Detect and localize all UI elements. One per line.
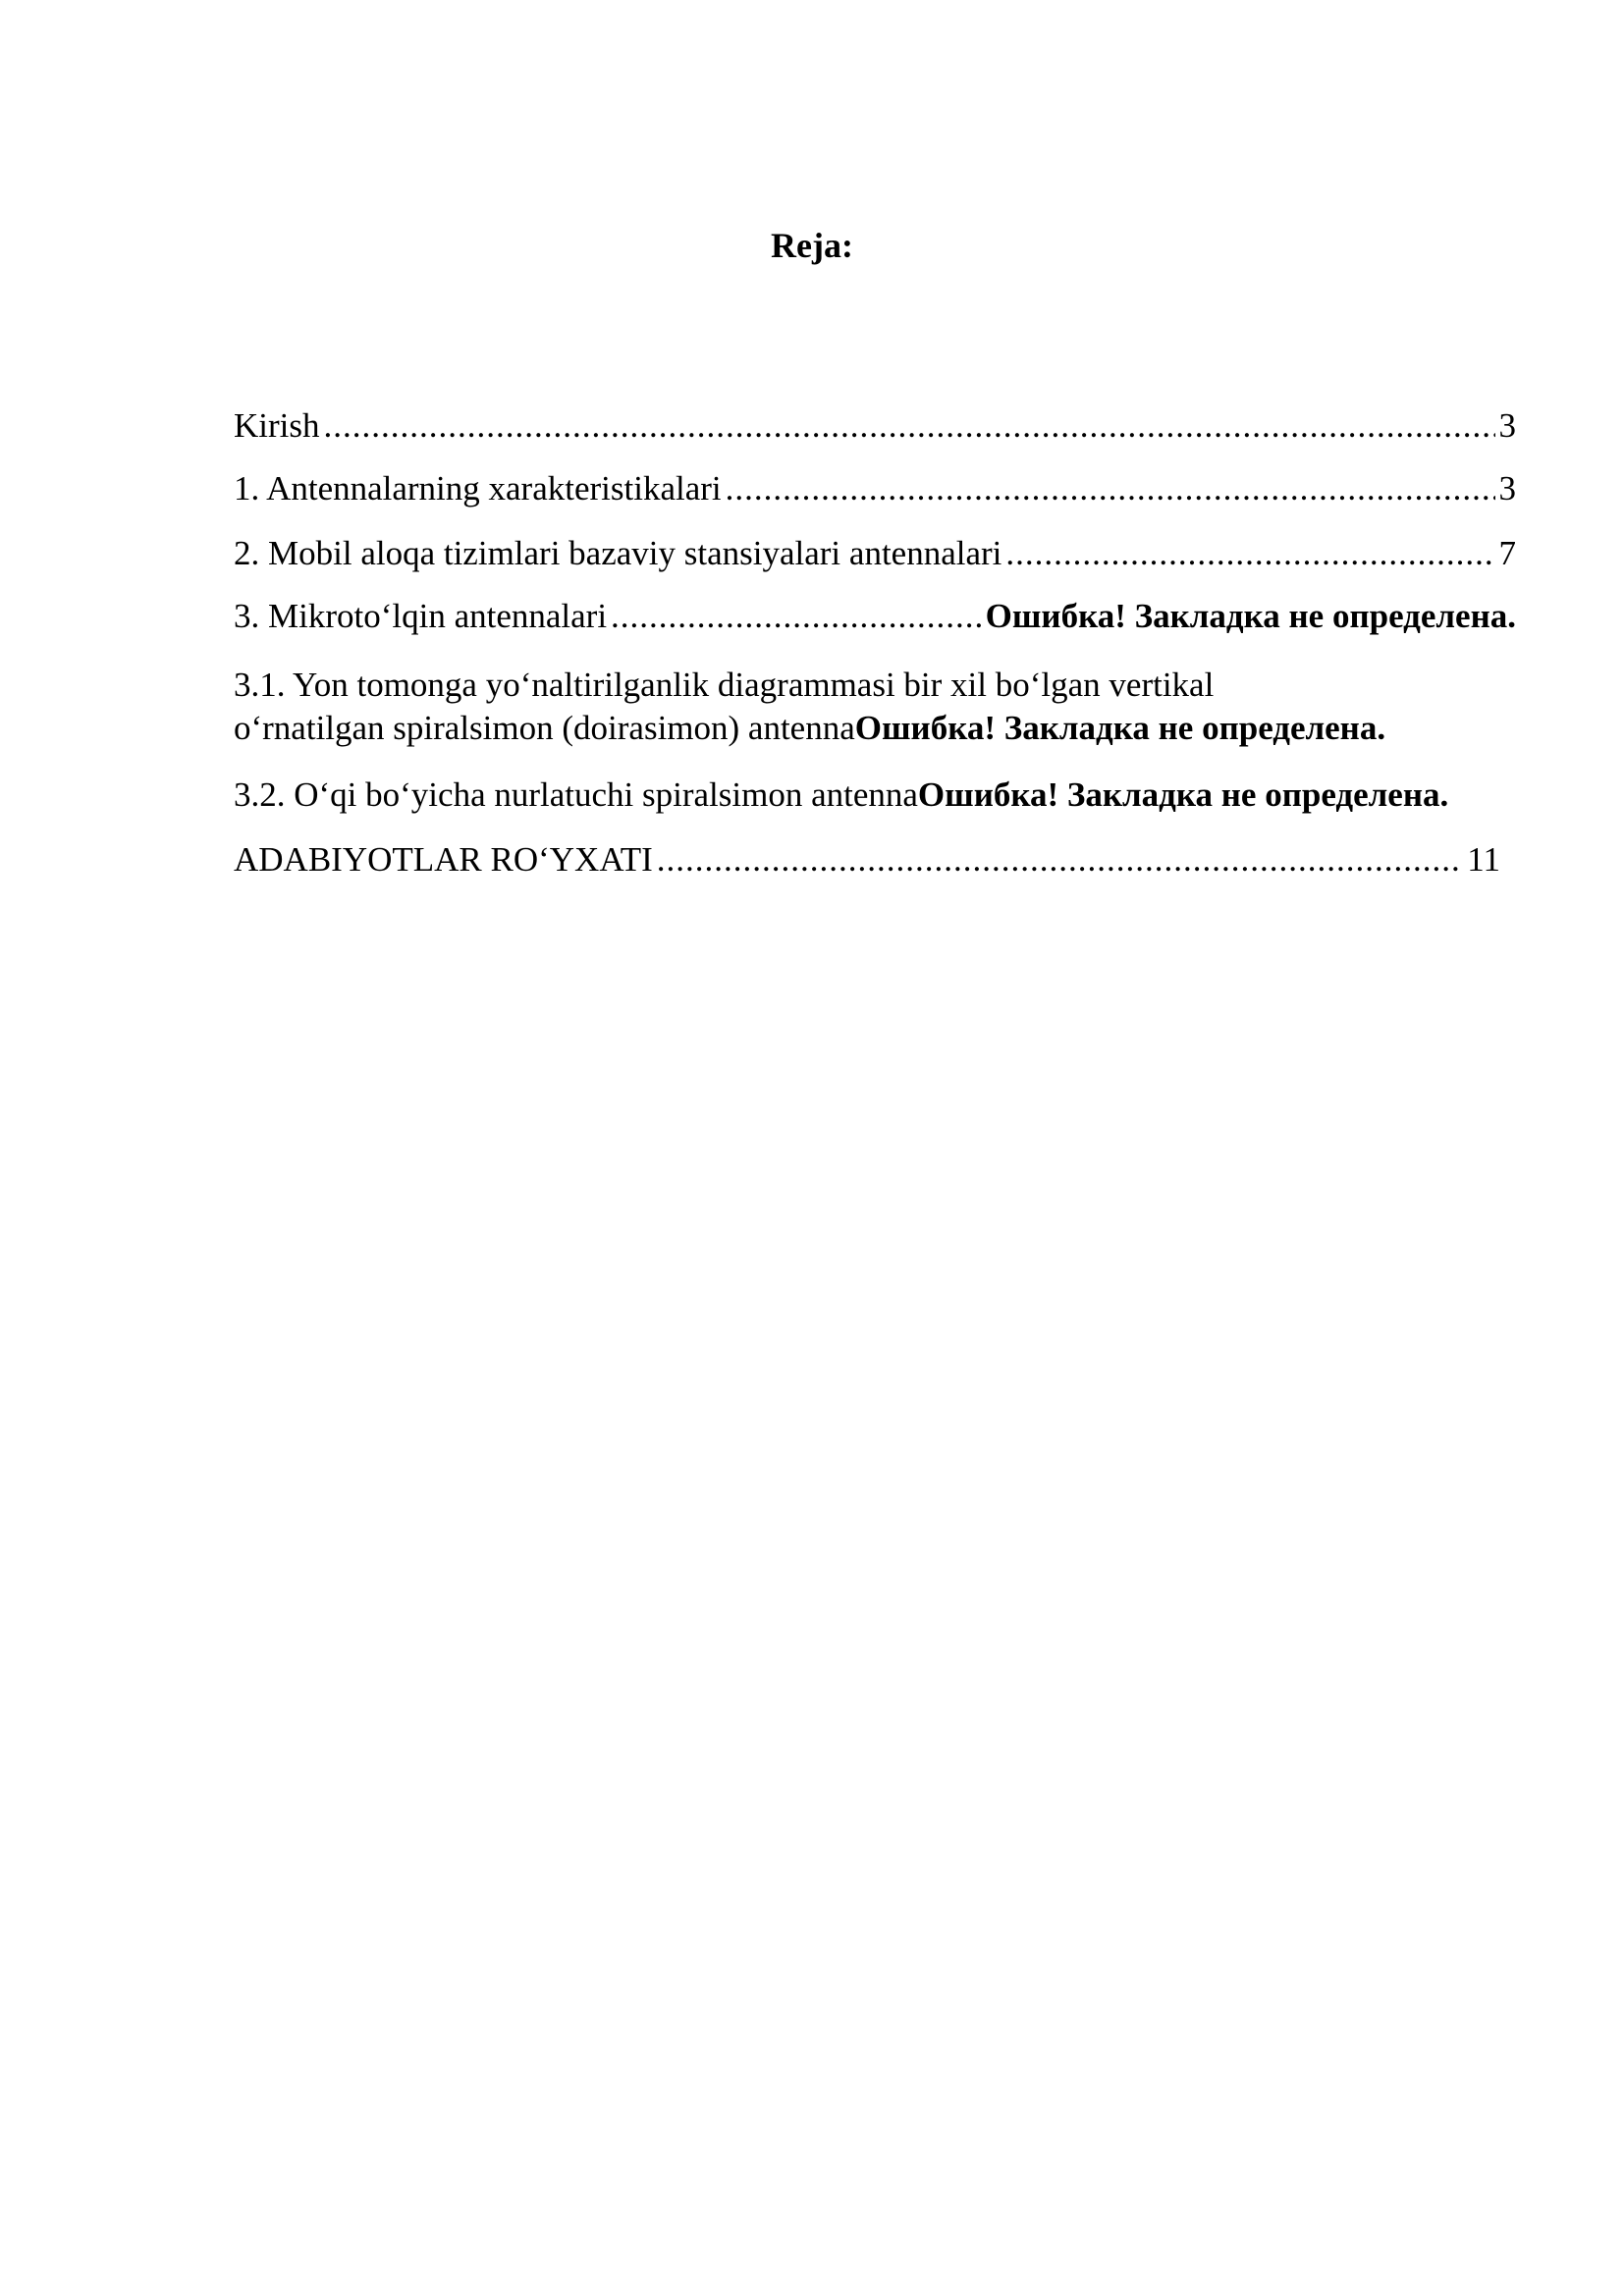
toc-page-number: 11 (1467, 840, 1500, 879)
toc-leader-dots (1005, 532, 1494, 575)
toc-leader-dots (726, 467, 1495, 510)
toc-entry-antennalar-xarakteristikalari[interactable] (234, 467, 1516, 510)
toc-entry-mikrotolqin[interactable] (234, 595, 1516, 638)
toc-entry-text-line2: o‘rnatilgan spiralsimon (doirasimon) antenna (234, 709, 855, 747)
toc-entry-oqi-boyicha[interactable] (234, 774, 1520, 817)
toc-entry-text: 3.2. O‘qi bo‘yicha nurlatuchi spiralsimon antenna (234, 775, 918, 814)
toc-bookmark-error: Ошибка! Закладка не определена. (917, 775, 1449, 814)
toc-entry-text: Kirish (234, 406, 320, 445)
toc-leader-dots (657, 838, 1464, 881)
toc-bookmark-error: Ошибка! Закладка не определена. (985, 597, 1516, 635)
toc-page-number: 3 (1498, 469, 1516, 507)
toc-entry-text: 1. Antennalarning xarakteristikalari (234, 469, 722, 507)
toc-entry-spiralsimon-vertikal[interactable] (234, 664, 1520, 750)
toc-entry-text: ADABIYOTLAR RO‘YXATI (234, 840, 653, 879)
toc-entry-text: 3. Mikroto‘lqin antennalari (234, 597, 608, 635)
toc-entry-text: 2. Mobil aloqa tizimlari bazaviy stansiyalari antennalari (234, 534, 1002, 572)
toc-bookmark-error: Ошибка! Закладка не определена. (854, 709, 1386, 747)
table-of-contents (234, 404, 1520, 879)
toc-leader-dots (324, 404, 1495, 448)
toc-entry-mobil-aloqa[interactable] (234, 532, 1516, 575)
toc-leader-dots (611, 595, 982, 638)
toc-entry-text-line1: 3.1. Yon tomonga yo‘naltirilganlik diagrammasi bir xil bo‘lgan vertikal (234, 666, 1215, 704)
toc-entry-kirish[interactable] (234, 404, 1516, 448)
page-title: Reja: (771, 226, 853, 265)
toc-page-number: 3 (1498, 406, 1516, 445)
toc-entry-adabiyotlar[interactable] (234, 838, 1500, 881)
toc-page-number: 7 (1498, 534, 1516, 572)
